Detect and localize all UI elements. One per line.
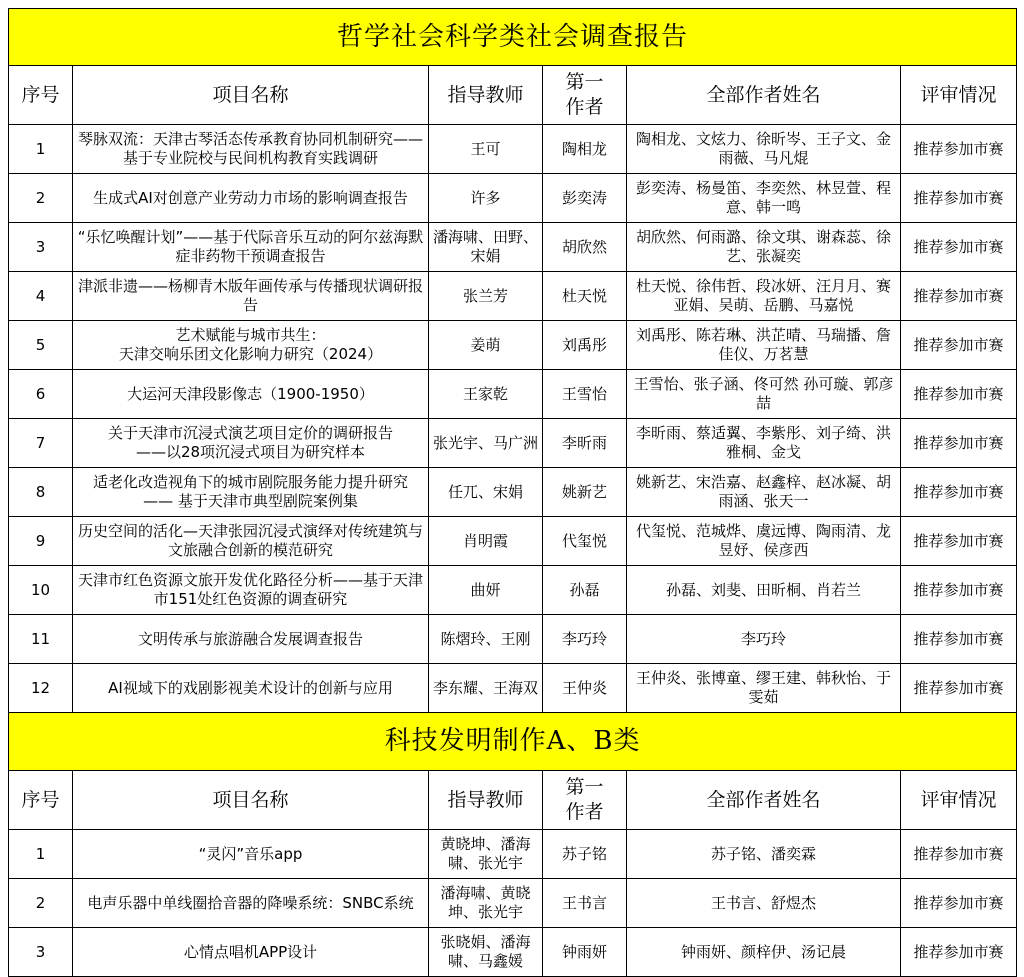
first-author-cell: 钟雨妍 bbox=[543, 928, 627, 977]
table-row bbox=[9, 664, 1017, 713]
header-label: 序号 bbox=[21, 83, 60, 106]
project-name: 生成式AI对创意产业劳动力市场的影响调查报告 bbox=[73, 174, 429, 223]
row-number: 6 bbox=[9, 370, 73, 419]
row-number: 11 bbox=[9, 615, 73, 664]
first-author-cell: 王雪怡 bbox=[543, 370, 627, 419]
table-row bbox=[9, 321, 1017, 370]
row-number: 7 bbox=[9, 419, 73, 468]
project-name: 天津市红色资源文旅开发优化路径分析——基于天津市151处红色资源的调查研究 bbox=[73, 566, 429, 615]
header-project-name bbox=[73, 66, 429, 125]
project-name: 关于天津市沉浸式演艺项目定价的调研报告 ——以28项沉浸式项目为研究样本 bbox=[73, 419, 429, 468]
header-project-name bbox=[73, 771, 429, 830]
review-result-cell: 推荐参加市赛 bbox=[901, 615, 1017, 664]
all-authors-cell: 李巧玲 bbox=[627, 615, 901, 664]
all-authors-cell: 钟雨妍、颜梓伊、汤记晨 bbox=[627, 928, 901, 977]
table-row bbox=[9, 370, 1017, 419]
section-title: 科技发明制作A、B类 bbox=[9, 713, 1017, 771]
header-label: 项目名称 bbox=[212, 83, 289, 106]
review-result-cell: 推荐参加市赛 bbox=[901, 830, 1017, 879]
first-author-cell: 李巧玲 bbox=[543, 615, 627, 664]
header-number bbox=[9, 66, 73, 125]
row-number: 12 bbox=[9, 664, 73, 713]
results-table bbox=[8, 8, 1017, 977]
header-label: 评审情况 bbox=[920, 83, 997, 106]
first-author-cell: 代玺悦 bbox=[543, 517, 627, 566]
all-authors-cell: 孙磊、刘斐、田昕桐、肖若兰 bbox=[627, 566, 901, 615]
all-authors-cell: 姚新艺、宋浩嘉、赵鑫梓、赵冰凝、胡雨涵、张天一 bbox=[627, 468, 901, 517]
row-number: 2 bbox=[9, 174, 73, 223]
advisor-cell: 黄晓坤、潘海啸、张光宇 bbox=[429, 830, 543, 879]
first-author-cell: 王仲炎 bbox=[543, 664, 627, 713]
advisor-cell: 潘海啸、田野、宋娟 bbox=[429, 223, 543, 272]
all-authors-cell: 王仲炎、张博童、缪王建、韩秋怡、于雯茹 bbox=[627, 664, 901, 713]
all-authors-cell: 王书言、舒煜杰 bbox=[627, 879, 901, 928]
header-label: 第一作者 bbox=[565, 776, 604, 823]
review-result-cell: 推荐参加市赛 bbox=[901, 125, 1017, 174]
table-row bbox=[9, 928, 1017, 977]
advisor-cell: 潘海啸、黄晓坤、张光宇 bbox=[429, 879, 543, 928]
first-author-cell: 苏子铭 bbox=[543, 830, 627, 879]
first-author-cell: 胡欣然 bbox=[543, 223, 627, 272]
project-name: 津派非遗——杨柳青木版年画传承与传播现状调研报告 bbox=[73, 272, 429, 321]
review-result-cell: 推荐参加市赛 bbox=[901, 517, 1017, 566]
section-title-row bbox=[9, 9, 1017, 66]
project-name: 大运河天津段影像志（1900-1950） bbox=[73, 370, 429, 419]
project-name: 琴脉双流：天津古琴活态传承教育协同机制研究——基于专业院校与民间机构教育实践调研 bbox=[73, 125, 429, 174]
advisor-cell: 姜萌 bbox=[429, 321, 543, 370]
review-result-cell: 推荐参加市赛 bbox=[901, 272, 1017, 321]
first-author-cell: 刘禹彤 bbox=[543, 321, 627, 370]
advisor-cell: 张光宇、马广洲 bbox=[429, 419, 543, 468]
advisor-cell: 肖明霞 bbox=[429, 517, 543, 566]
header-label: 序号 bbox=[21, 788, 60, 811]
all-authors-cell: 代玺悦、范城烨、虞远博、陶雨清、龙昱妤、侯彦西 bbox=[627, 517, 901, 566]
row-number: 9 bbox=[9, 517, 73, 566]
first-author-cell: 杜天悦 bbox=[543, 272, 627, 321]
all-authors-cell: 苏子铭、潘奕霖 bbox=[627, 830, 901, 879]
header-label: 指导教师 bbox=[447, 788, 524, 811]
all-authors-cell: 李昕雨、蔡适翼、李紫彤、刘子绮、洪雅桐、金戈 bbox=[627, 419, 901, 468]
advisor-cell: 许多 bbox=[429, 174, 543, 223]
advisor-cell: 王家乾 bbox=[429, 370, 543, 419]
first-author-cell: 李昕雨 bbox=[543, 419, 627, 468]
row-number: 4 bbox=[9, 272, 73, 321]
header-row bbox=[9, 66, 1017, 125]
header-all-authors bbox=[627, 66, 901, 125]
review-result-cell: 推荐参加市赛 bbox=[901, 370, 1017, 419]
table-row bbox=[9, 223, 1017, 272]
row-number: 5 bbox=[9, 321, 73, 370]
table-row bbox=[9, 468, 1017, 517]
review-result-cell: 推荐参加市赛 bbox=[901, 174, 1017, 223]
all-authors-cell: 刘禹彤、陈若琳、洪芷晴、马瑞播、詹佳仪、万茗慧 bbox=[627, 321, 901, 370]
project-name: 电声乐器中单线圈拾音器的降噪系统：SNBC系统 bbox=[73, 879, 429, 928]
review-result-cell: 推荐参加市赛 bbox=[901, 321, 1017, 370]
table-row bbox=[9, 830, 1017, 879]
all-authors-cell: 胡欣然、何雨潞、徐文琪、谢森蕊、徐艺、张凝奕 bbox=[627, 223, 901, 272]
review-result-cell: 推荐参加市赛 bbox=[901, 468, 1017, 517]
row-number: 8 bbox=[9, 468, 73, 517]
project-name: 历史空间的活化—天津张园沉浸式演绎对传统建筑与文旅融合创新的模范研究 bbox=[73, 517, 429, 566]
row-number: 2 bbox=[9, 879, 73, 928]
review-result-cell: 推荐参加市赛 bbox=[901, 566, 1017, 615]
review-result-cell: 推荐参加市赛 bbox=[901, 928, 1017, 977]
advisor-cell: 李东耀、王海双 bbox=[429, 664, 543, 713]
project-name: 文明传承与旅游融合发展调查报告 bbox=[73, 615, 429, 664]
first-author-cell: 姚新艺 bbox=[543, 468, 627, 517]
advisor-cell: 曲妍 bbox=[429, 566, 543, 615]
table-row bbox=[9, 879, 1017, 928]
advisor-cell: 王可 bbox=[429, 125, 543, 174]
first-author-cell: 孙磊 bbox=[543, 566, 627, 615]
row-number: 1 bbox=[9, 125, 73, 174]
row-number: 10 bbox=[9, 566, 73, 615]
project-name: “灵闪”音乐app bbox=[73, 830, 429, 879]
row-number: 3 bbox=[9, 928, 73, 977]
review-result-cell: 推荐参加市赛 bbox=[901, 664, 1017, 713]
header-row bbox=[9, 771, 1017, 830]
row-number: 1 bbox=[9, 830, 73, 879]
all-authors-cell: 杜天悦、徐伟哲、段冰妍、汪月月、赛亚娟、吴萌、岳鹏、马嘉悦 bbox=[627, 272, 901, 321]
advisor-cell: 陈熠玲、王刚 bbox=[429, 615, 543, 664]
header-first-author bbox=[543, 66, 627, 125]
header-all-authors bbox=[627, 771, 901, 830]
table-row bbox=[9, 272, 1017, 321]
first-author-cell: 陶相龙 bbox=[543, 125, 627, 174]
first-author-cell: 王书言 bbox=[543, 879, 627, 928]
section-title: 哲学社会科学类社会调查报告 bbox=[9, 9, 1017, 66]
header-first-author bbox=[543, 771, 627, 830]
header-label: 全部作者姓名 bbox=[706, 788, 821, 811]
table-row bbox=[9, 615, 1017, 664]
project-name: AI视域下的戏剧影视美术设计的创新与应用 bbox=[73, 664, 429, 713]
results-table-body bbox=[9, 9, 1017, 977]
header-label: 指导教师 bbox=[447, 83, 524, 106]
all-authors-cell: 彭奕涛、杨曼笛、李奕然、林昱萱、程意、韩一鸣 bbox=[627, 174, 901, 223]
review-result-cell: 推荐参加市赛 bbox=[901, 223, 1017, 272]
advisor-cell: 张兰芳 bbox=[429, 272, 543, 321]
header-label: 评审情况 bbox=[920, 788, 997, 811]
project-name: 艺术赋能与城市共生： 天津交响乐团文化影响力研究（2024） bbox=[73, 321, 429, 370]
table-row bbox=[9, 566, 1017, 615]
header-label: 第一作者 bbox=[565, 71, 604, 118]
table-row bbox=[9, 125, 1017, 174]
section-title-row bbox=[9, 713, 1017, 771]
review-result-cell: 推荐参加市赛 bbox=[901, 419, 1017, 468]
header-advisor bbox=[429, 771, 543, 830]
advisor-cell: 张晓娟、潘海啸、马鑫媛 bbox=[429, 928, 543, 977]
table-row bbox=[9, 517, 1017, 566]
row-number: 3 bbox=[9, 223, 73, 272]
project-name: 心情点唱机APP设计 bbox=[73, 928, 429, 977]
header-label: 项目名称 bbox=[212, 788, 289, 811]
all-authors-cell: 陶相龙、文炫力、徐昕岑、王子文、金雨薇、马凡焜 bbox=[627, 125, 901, 174]
header-label: 全部作者姓名 bbox=[706, 83, 821, 106]
review-result-cell: 推荐参加市赛 bbox=[901, 879, 1017, 928]
header-review-result bbox=[901, 771, 1017, 830]
first-author-cell: 彭奕涛 bbox=[543, 174, 627, 223]
all-authors-cell: 王雪怡、张子涵、佟可然 孙可璇、郭彦喆 bbox=[627, 370, 901, 419]
header-advisor bbox=[429, 66, 543, 125]
advisor-cell: 任兀、宋娟 bbox=[429, 468, 543, 517]
project-name: 适老化改造视角下的城市剧院服务能力提升研究 —— 基于天津市典型剧院案例集 bbox=[73, 468, 429, 517]
header-review-result bbox=[901, 66, 1017, 125]
table-row bbox=[9, 174, 1017, 223]
table-row bbox=[9, 419, 1017, 468]
project-name: “乐忆唤醒计划”——基于代际音乐互动的阿尔兹海默症非药物干预调查报告 bbox=[73, 223, 429, 272]
header-number bbox=[9, 771, 73, 830]
